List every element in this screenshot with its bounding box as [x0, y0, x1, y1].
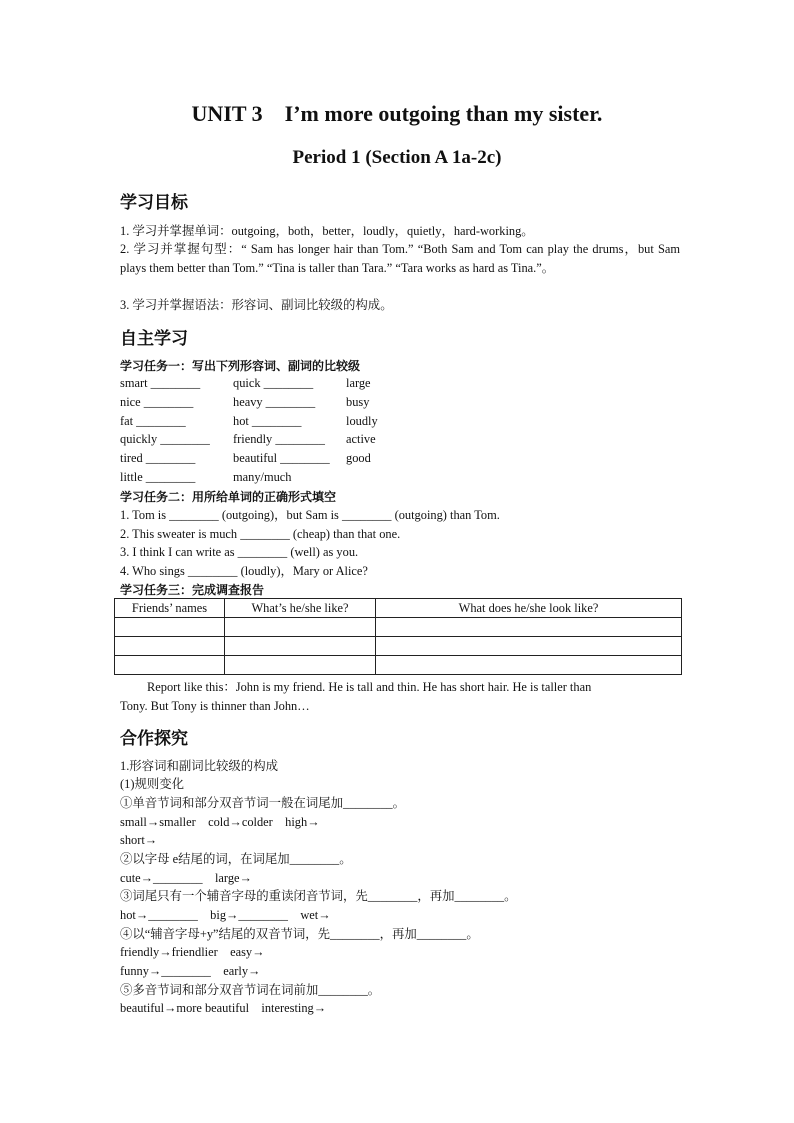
table-row [115, 656, 682, 675]
task1-item: quickly ________ [120, 432, 210, 446]
table-cell[interactable] [376, 656, 682, 675]
self-study-heading: 自主学习 [120, 329, 188, 349]
task1-item: good [346, 451, 371, 465]
goal-item-1: 1. 学习并掌握单词：outgoing，both，better，loudly，quietly，hard-working。 [120, 224, 534, 238]
task2-item-1: 1. Tom is ________ (outgoing)，but Sam is ________ (outgoing) than Tom. [120, 508, 500, 522]
report-example-line1: Report like this：John is my friend. He is tall and thin. He has short hair. He is taller than [147, 680, 592, 694]
unit-title: UNIT 3 I’m more outgoing than my sister. [191, 101, 603, 126]
task1-item: large [346, 376, 371, 390]
report-example-line2: Tony. But Tony is thinner than John… [120, 699, 310, 713]
task1-item: beautiful ________ [233, 451, 330, 465]
coop-line: short→ [120, 833, 158, 847]
table-row [115, 637, 682, 656]
task1-item: many/much [233, 470, 292, 484]
task1-item: busy [346, 395, 370, 409]
coop-line: ④以“辅音字母+y”结尾的双音节词，先________，再加________。 [120, 927, 479, 941]
table-cell[interactable] [376, 618, 682, 637]
coop-line: ①单音节词和部分双音节词一般在词尾加________。 [120, 796, 405, 810]
goal-item-3: 3. 学习并掌握语法：形容词、副词比较级的构成。 [120, 298, 393, 312]
task2-item-2: 2. This sweater is much ________ (cheap) than that one. [120, 527, 401, 541]
task1-item: hot ________ [233, 414, 302, 428]
table-cell[interactable] [376, 637, 682, 656]
task2-title: 学习任务二：用所给单词的正确形式填空 [120, 490, 337, 504]
table-cell[interactable] [115, 618, 225, 637]
table-row [115, 618, 682, 637]
table-cell[interactable] [115, 656, 225, 675]
table-cell[interactable] [115, 637, 225, 656]
coop-line: (1)规则变化 [120, 777, 185, 791]
task1-item: heavy ________ [233, 395, 316, 409]
task1-item: little ________ [120, 470, 196, 484]
coop-line: ②以字母 e结尾的词，在词尾加________。 [120, 852, 352, 866]
coop-line: ⑤多音节词和部分双音节词在词前加________。 [120, 983, 381, 997]
column-header-personality: What’s he/she like? [225, 599, 376, 618]
period-subtitle: Period 1 (Section A 1a-2c) [292, 147, 502, 168]
task3-title: 学习任务三：完成调查报告 [120, 583, 265, 597]
coop-line: friendly→friendlier easy→ [120, 945, 265, 959]
task1-item: smart ________ [120, 376, 201, 390]
coop-line: hot→________ big→________ wet→ [120, 908, 331, 922]
table-header-row [115, 599, 682, 618]
column-header-appearance: What does he/she look like? [376, 599, 682, 618]
task2-item-3: 3. I think I can write as ________ (well) as you. [120, 545, 359, 559]
task1-item: loudly [346, 414, 378, 428]
survey-table [114, 598, 682, 675]
table-cell[interactable] [225, 656, 376, 675]
goal-item-2: 2. 学习并掌握句型：“ Sam has longer hair than Tom.” “Both Sam and Tom can play the drums，but Sam plays them better than Tom.” “Tina is taller than Tara.” “Tara works as hard as Tina.”。 [120, 242, 680, 275]
coop-line: ③词尾只有一个辅音字母的重读闭音节词，先________，再加________。 [120, 889, 517, 903]
coop-line: small→smaller cold→colder high→ [120, 815, 320, 829]
task1-title: 学习任务一：写出下列形容词、副词的比较级 [120, 359, 361, 373]
coop-line: funny→________ early→ [120, 964, 261, 978]
goals-heading: 学习目标 [120, 193, 188, 213]
task1-item: friendly ________ [233, 432, 325, 446]
task2-item-4: 4. Who sings ________ (loudly)，Mary or Alice? [120, 564, 368, 578]
task1-item: fat ________ [120, 414, 186, 428]
task1-item: quick ________ [233, 376, 314, 390]
task1-item: active [346, 432, 376, 446]
coop-line: 1.形容词和副词比较级的构成 [120, 759, 278, 773]
coop-line: beautiful→more beautiful interesting→ [120, 1001, 327, 1015]
task1-item: nice ________ [120, 395, 194, 409]
cooperation-heading: 合作探究 [120, 729, 188, 749]
table-cell[interactable] [225, 618, 376, 637]
coop-line: cute→________ large→ [120, 871, 252, 885]
column-header-names: Friends’ names [115, 599, 225, 618]
task1-item: tired ________ [120, 451, 196, 465]
table-cell[interactable] [225, 637, 376, 656]
